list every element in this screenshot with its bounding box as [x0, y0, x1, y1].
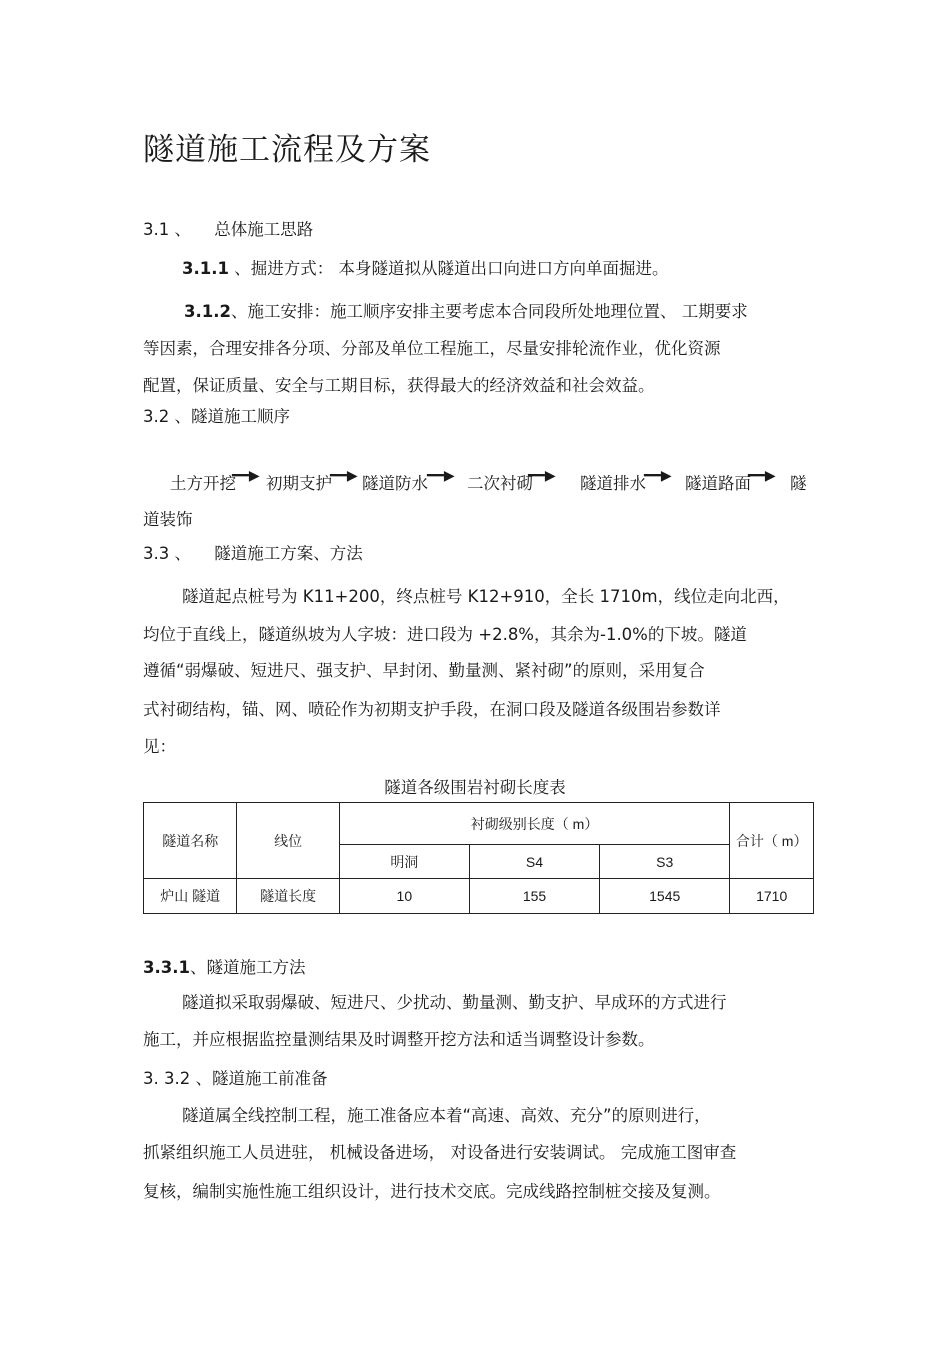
paragraph-line: 等因素，合理安排各分项、分部及单位工程施工，尽量安排轮流作业，优化资源 — [143, 339, 721, 358]
header-tunnel-name: 隧道名称 — [144, 803, 237, 879]
flow-step-2: 初期支护 — [266, 474, 332, 493]
arrow-right-icon: ━━▶ — [330, 468, 358, 484]
section-text: 、掘进方式： 本身隧道拟从隧道出口向进口方向单面掘进。 — [228, 259, 669, 278]
paragraph-line: 配置，保证质量、安全与工期目标，获得最大的经济效益和社会效益。 — [143, 376, 655, 395]
paragraph-line: 隧道属全线控制工程，施工准备应本着“高速、高效、充分”的原则进行， — [182, 1106, 711, 1125]
header-s3: S3 — [600, 845, 730, 879]
arrow-right-icon: ━━▶ — [528, 468, 556, 484]
paragraph-line: 抓紧组织施工人员进驻， 机械设备进场， 对设备进行安装调试。 完成施工图审查 — [143, 1143, 737, 1162]
table-row — [144, 879, 814, 914]
paragraph-line: 隧道拟采取弱爆破、短进尺、少扰动、勤量测、勤支护、早成环的方式进行 — [182, 993, 727, 1012]
header-s4: S4 — [469, 845, 599, 879]
flow-step-4: 二次衬砌 — [467, 474, 533, 493]
paragraph-line: 遵循“弱爆破、短进尺、强支护、早封闭、勤量测、紧衬砌”的原则，采用复合 — [143, 661, 705, 680]
section-3-3-2-heading: 3. 3.2 、隧道施工前准备 — [143, 1069, 328, 1088]
header-line: 线位 — [237, 803, 339, 879]
cell-open-cut: 10 — [339, 879, 469, 914]
section-number: 3.1.1 — [182, 259, 229, 278]
section-3-1-2-line-1 — [184, 302, 748, 322]
arrow-right-icon: ━━▶ — [644, 468, 672, 484]
cell-line: 隧道长度 — [237, 879, 339, 914]
lining-length-table — [143, 802, 814, 914]
section-3-2-heading: 3.2 、隧道施工顺序 — [143, 407, 290, 426]
paragraph-line: 复核，编制实施性施工组织设计，进行技术交底。完成线路控制桩交接及复测。 — [143, 1182, 721, 1201]
paragraph-line: 隧道起点桩号为 K11+200，终点桩号 K12+910，全长 1710m，线位走向北西， — [182, 587, 790, 606]
cell-s3: 1545 — [600, 879, 730, 914]
section-number: 3.3.1 — [143, 958, 190, 977]
table-caption: 隧道各级围岩衬砌长度表 — [384, 778, 566, 797]
header-lining-group: 衬砌级别长度（ m） — [339, 803, 730, 845]
section-3-1-1-line — [182, 259, 668, 279]
section-number: 3.1.2 — [184, 302, 231, 321]
header-total: 合计（ m） — [730, 803, 814, 879]
section-text: 、施工安排：施工顺序安排主要考虑本合同段所处地理位置、 工期要求 — [230, 302, 748, 321]
arrow-right-icon: ━━▶ — [232, 468, 260, 484]
paragraph-line: 施工，并应根据监控量测结果及时调整开挖方法和适当调整设计参数。 — [143, 1030, 655, 1049]
section-number: 3.3 、 — [143, 544, 191, 563]
section-title: 总体施工思路 — [214, 220, 314, 239]
paragraph-line: 式衬砌结构，锚、网、喷砼作为初期支护手段，在洞口段及隧道各级围岩参数详 — [143, 700, 721, 719]
flow-step-6: 隧道路面 — [685, 474, 751, 493]
section-3-3-1-heading — [143, 958, 305, 978]
flow-step-3: 隧道防水 — [362, 474, 428, 493]
header-open-cut: 明洞 — [339, 845, 469, 879]
section-number: 3.1 、 — [143, 220, 191, 239]
flow-step-5: 隧道排水 — [580, 474, 646, 493]
cell-tunnel-name: 炉山 隧道 — [144, 879, 237, 914]
section-title: 隧道施工方案、方法 — [214, 544, 363, 563]
section-title: 、隧道施工方法 — [189, 958, 306, 977]
paragraph-line: 均位于直线上，隧道纵坡为人字坡：进口段为 +2.8%，其余为-1.0%的下坡。隧道 — [143, 625, 747, 644]
flow-step-tail: 道装饰 — [143, 510, 193, 529]
section-3-3-heading — [143, 544, 363, 564]
flow-step-1: 土方开挖 — [170, 474, 236, 493]
flow-step-7: 隧 — [790, 474, 807, 493]
cell-s4: 155 — [469, 879, 599, 914]
section-3-1-heading — [143, 220, 313, 240]
arrow-right-icon: ━━▶ — [427, 468, 455, 484]
cell-total: 1710 — [730, 879, 814, 914]
paragraph-line: 见： — [143, 737, 176, 756]
arrow-right-icon: ━━▶ — [748, 468, 776, 484]
page-title: 隧道施工流程及方案 — [143, 132, 431, 168]
